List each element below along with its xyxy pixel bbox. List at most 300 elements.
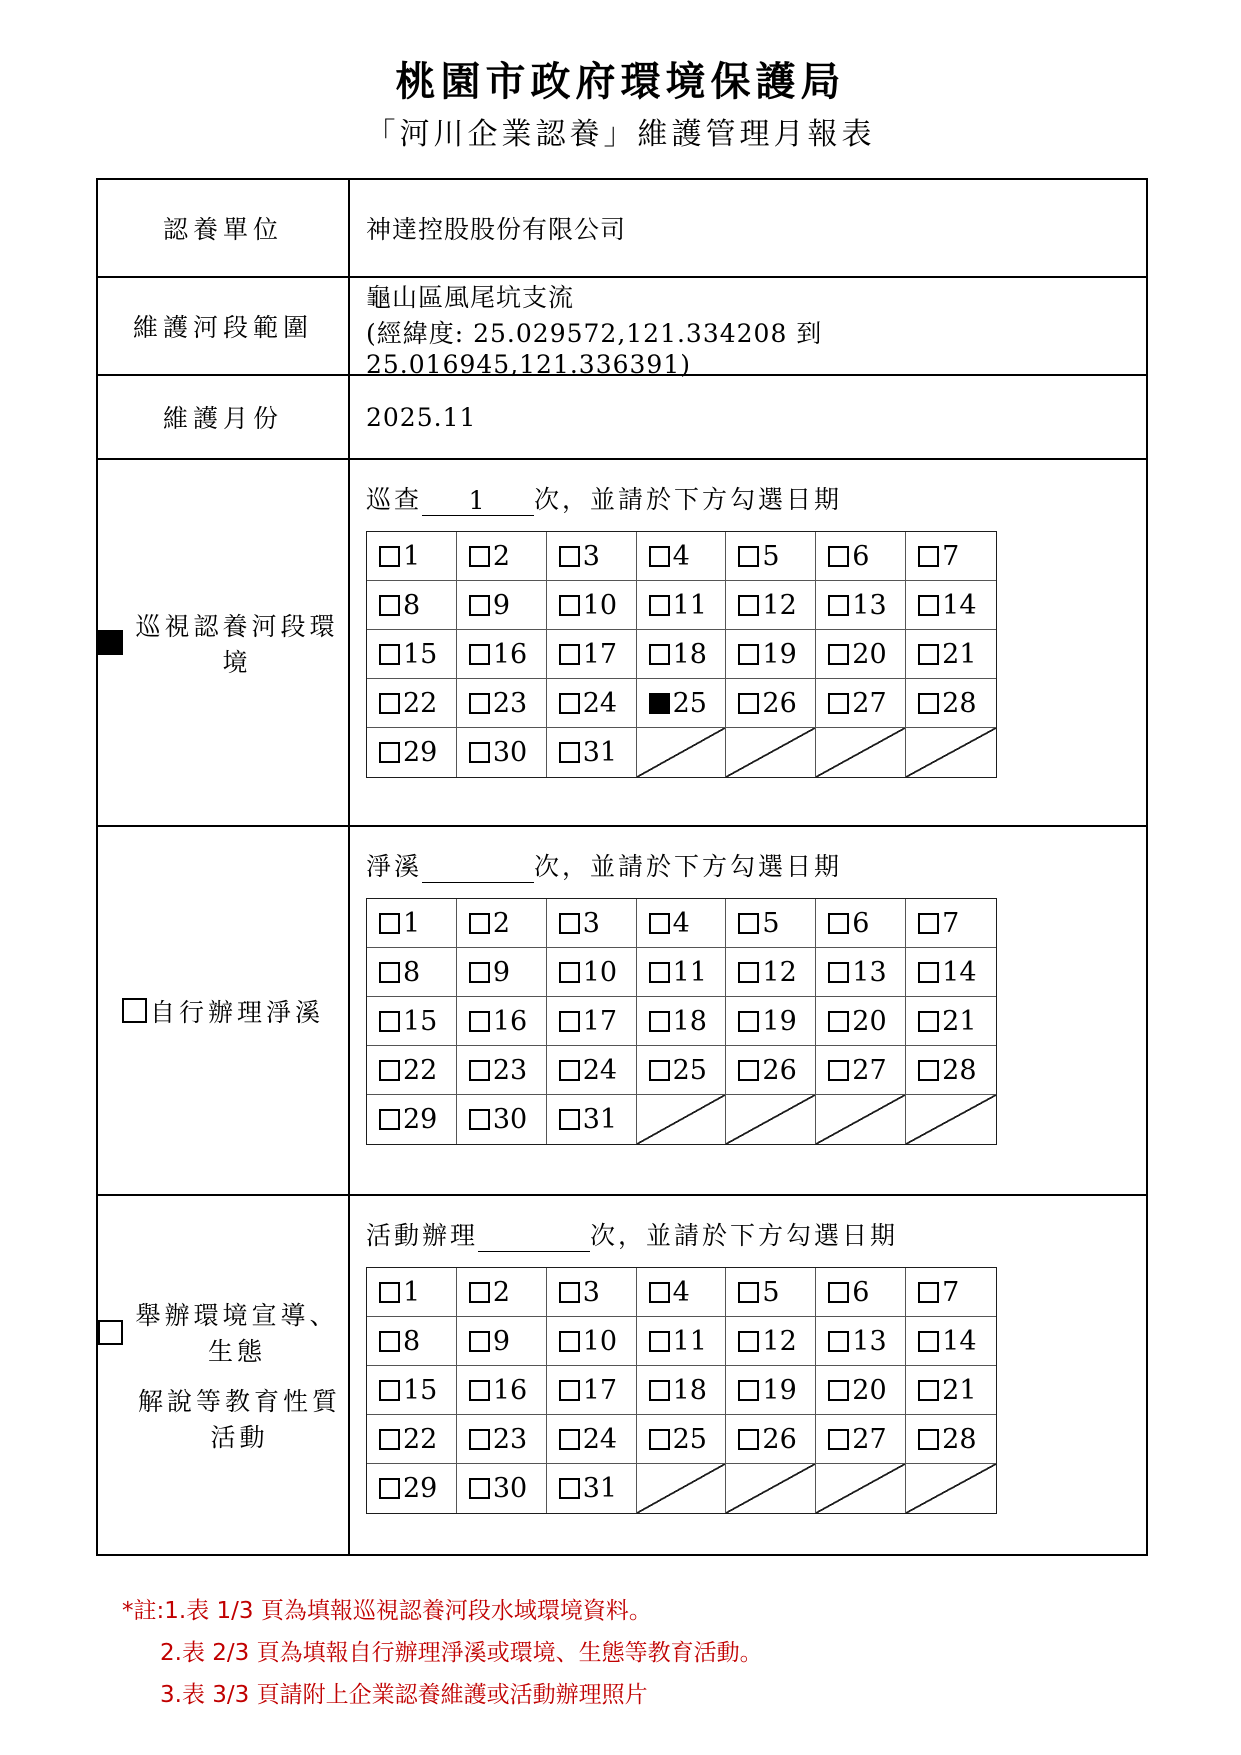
day-number: 2 <box>492 1276 511 1308</box>
day-cell <box>906 1268 996 1317</box>
day-number: 7 <box>942 907 960 939</box>
activity-day-4-checkbox[interactable] <box>649 1282 670 1303</box>
day-cell <box>457 1415 547 1464</box>
day-cell <box>816 1317 906 1366</box>
day-number: 10 <box>582 1325 618 1357</box>
day-cell <box>457 532 547 581</box>
day-number: 18 <box>672 1005 707 1037</box>
patrol-day-7-checkbox[interactable] <box>918 546 939 567</box>
day-cell <box>367 899 457 948</box>
day-number: 26 <box>762 687 797 719</box>
unused-day-cell <box>726 728 816 777</box>
day-cell <box>367 1317 457 1366</box>
day-cell <box>726 1046 816 1095</box>
day-number: 11 <box>672 956 707 988</box>
patrol-day-24-checkbox[interactable] <box>559 693 580 714</box>
activity-day-6-checkbox[interactable] <box>828 1282 849 1303</box>
day-number: 25 <box>672 1423 707 1455</box>
day-number: 6 <box>852 1276 870 1308</box>
day-cell <box>816 1268 906 1317</box>
day-number: 21 <box>942 1374 977 1406</box>
activity-day-29-checkbox[interactable] <box>379 1478 400 1499</box>
day-number: 21 <box>942 1005 977 1037</box>
activity-day-3-checkbox[interactable] <box>559 1282 580 1303</box>
day-cell <box>637 948 727 997</box>
day-number: 16 <box>492 1374 528 1406</box>
day-cell <box>547 899 637 948</box>
cleanup-day-27-checkbox[interactable] <box>828 1060 849 1081</box>
adopting-unit-value: 神達控股股份有限公司 <box>366 215 627 244</box>
activity-day-8-checkbox[interactable] <box>379 1331 400 1352</box>
cleanup-day-21-checkbox[interactable] <box>918 1011 939 1032</box>
patrol-day-6-checkbox[interactable] <box>828 546 849 567</box>
day-number: 14 <box>942 1325 977 1357</box>
day-number: 17 <box>582 1005 618 1037</box>
activity-day-1-checkbox[interactable] <box>379 1282 400 1303</box>
patrol-day-11-checkbox[interactable] <box>649 595 670 616</box>
info-row-adopting-unit <box>98 180 1146 278</box>
day-number: 19 <box>762 1005 797 1037</box>
section-label-line <box>98 1296 348 1368</box>
section-label-text: 巡視認養河段環境 <box>135 611 339 677</box>
unused-day-cell <box>816 1095 906 1144</box>
patrol-day-5-checkbox[interactable] <box>738 546 759 567</box>
day-cell <box>367 630 457 679</box>
cleanup-day-24-checkbox[interactable] <box>559 1060 580 1081</box>
day-cell <box>547 997 637 1046</box>
day-cell <box>726 532 816 581</box>
day-cell <box>637 1268 727 1317</box>
cleanup-day-12-checkbox[interactable] <box>738 962 759 983</box>
cleanup-day-6-checkbox[interactable] <box>828 913 849 934</box>
day-cell <box>726 1366 816 1415</box>
day-cell <box>816 948 906 997</box>
day-cell <box>637 899 727 948</box>
day-cell <box>637 679 727 728</box>
day-number: 4 <box>672 1276 690 1308</box>
form-table <box>96 178 1148 1556</box>
day-cell <box>906 679 996 728</box>
day-number: 29 <box>403 1473 438 1504</box>
patrol-day-3-checkbox[interactable] <box>559 546 580 567</box>
activity-day-2-checkbox[interactable] <box>469 1282 490 1303</box>
day-number: 28 <box>942 1054 977 1086</box>
day-number: 31 <box>582 737 618 768</box>
day-cell <box>457 1366 547 1415</box>
river-section-coordinates: (經緯度: 25.029572,121.334208 到 25.016945,121.336391) <box>366 319 823 379</box>
day-number: 22 <box>403 1423 438 1455</box>
day-number: 24 <box>582 1423 618 1455</box>
day-number: 8 <box>403 956 421 988</box>
activity-count-field[interactable] <box>478 1221 590 1252</box>
cleanup-day-4-checkbox[interactable] <box>649 913 670 934</box>
activity-day-10-checkbox[interactable] <box>559 1331 580 1352</box>
section-row-activity <box>98 1196 1146 1554</box>
day-cell <box>457 997 547 1046</box>
unused-day-cell <box>637 1464 727 1513</box>
day-number: 23 <box>492 687 528 719</box>
day-number: 26 <box>762 1423 797 1455</box>
unused-day-cell <box>726 1464 816 1513</box>
day-number: 24 <box>582 1054 618 1086</box>
day-number: 8 <box>403 589 421 621</box>
section-calendar-cell <box>350 460 1146 825</box>
patrol-day-17-checkbox[interactable] <box>559 644 580 665</box>
info-label-cell <box>98 180 350 276</box>
patrol-day-21-checkbox[interactable] <box>918 644 939 665</box>
day-cell <box>637 581 727 630</box>
patrol-day-4-checkbox[interactable] <box>649 546 670 567</box>
cleanup-day-31-checkbox[interactable] <box>559 1109 580 1130</box>
day-cell <box>547 1095 637 1144</box>
patrol-day-20-checkbox[interactable] <box>828 644 849 665</box>
activity-day-12-checkbox[interactable] <box>738 1331 759 1352</box>
day-number: 16 <box>492 638 528 670</box>
cleanup-day-9-checkbox[interactable] <box>469 962 490 983</box>
page-subtitle: 「河川企業認養」維護管理月報表 <box>365 117 876 152</box>
day-number: 23 <box>492 1423 528 1455</box>
day-number: 19 <box>762 1374 797 1406</box>
patrol-day-26-checkbox[interactable] <box>738 693 759 714</box>
cleanup-day-5-checkbox[interactable] <box>738 913 759 934</box>
day-number: 11 <box>672 1325 707 1357</box>
section-count-line <box>366 480 1146 516</box>
patrol-day-15-checkbox[interactable] <box>379 644 400 665</box>
activity-day-23-checkbox[interactable] <box>469 1429 490 1450</box>
activity-day-30-checkbox[interactable] <box>469 1478 490 1499</box>
river-section-name: 龜山區風尾坑支流 <box>366 283 575 312</box>
day-number: 30 <box>492 1104 528 1135</box>
cleanup-day-29-checkbox[interactable] <box>379 1109 400 1130</box>
day-number: 1 <box>403 907 421 939</box>
day-cell <box>457 899 547 948</box>
day-number: 26 <box>762 1054 797 1086</box>
patrol-day-12-checkbox[interactable] <box>738 595 759 616</box>
day-number: 17 <box>582 1374 618 1406</box>
activity-day-17-checkbox[interactable] <box>559 1380 580 1401</box>
day-cell <box>906 1366 996 1415</box>
day-cell <box>457 948 547 997</box>
activity-day-15-checkbox[interactable] <box>379 1380 400 1401</box>
day-cell <box>726 1268 816 1317</box>
info-value-cell <box>350 180 1146 276</box>
cleanup-day-10-checkbox[interactable] <box>559 962 580 983</box>
day-cell <box>457 1317 547 1366</box>
patrol-day-16-checkbox[interactable] <box>469 644 490 665</box>
day-number: 20 <box>852 1374 887 1406</box>
day-number: 9 <box>492 1325 511 1357</box>
day-number: 27 <box>852 1054 887 1086</box>
day-number: 13 <box>852 956 887 988</box>
section-row-patrol <box>98 460 1146 827</box>
cleanup-day-19-checkbox[interactable] <box>738 1011 759 1032</box>
day-cell <box>816 679 906 728</box>
day-cell <box>906 1415 996 1464</box>
section-label-text: 自行辦理淨溪 <box>149 997 324 1027</box>
cleanup-day-16-checkbox[interactable] <box>469 1011 490 1032</box>
activity-day-7-checkbox[interactable] <box>918 1282 939 1303</box>
activity-day-21-checkbox[interactable] <box>918 1380 939 1401</box>
day-cell <box>547 1046 637 1095</box>
activity-day-26-checkbox[interactable] <box>738 1429 759 1450</box>
patrol-day-14-checkbox[interactable] <box>918 595 939 616</box>
section-label-cell <box>98 460 350 825</box>
patrol-day-23-checkbox[interactable] <box>469 693 490 714</box>
patrol-day-31-checkbox[interactable] <box>559 742 580 763</box>
day-number: 27 <box>852 1423 887 1455</box>
activity-day-19-checkbox[interactable] <box>738 1380 759 1401</box>
cleanup-day-23-checkbox[interactable] <box>469 1060 490 1081</box>
patrol-day-28-checkbox[interactable] <box>918 693 939 714</box>
day-number: 31 <box>582 1104 618 1135</box>
cleanup-section-checkbox[interactable] <box>122 998 147 1023</box>
day-number: 28 <box>942 1423 977 1455</box>
day-cell <box>637 1046 727 1095</box>
day-cell <box>367 948 457 997</box>
activity-day-5-checkbox[interactable] <box>738 1282 759 1303</box>
day-number: 23 <box>492 1054 528 1086</box>
day-cell <box>816 1046 906 1095</box>
activity-calendar-grid <box>366 1267 997 1514</box>
day-number: 29 <box>403 1104 438 1135</box>
day-cell <box>906 997 996 1046</box>
day-cell <box>637 1366 727 1415</box>
day-number: 16 <box>492 1005 528 1037</box>
day-number: 7 <box>942 540 960 572</box>
cleanup-day-15-checkbox[interactable] <box>379 1011 400 1032</box>
cleanup-day-3-checkbox[interactable] <box>559 913 580 934</box>
activity-day-25-checkbox[interactable] <box>649 1429 670 1450</box>
day-cell <box>367 728 457 777</box>
day-number: 22 <box>403 1054 438 1086</box>
day-cell <box>726 948 816 997</box>
day-cell <box>367 679 457 728</box>
cleanup-day-30-checkbox[interactable] <box>469 1109 490 1130</box>
day-number: 28 <box>942 687 977 719</box>
count-suffix: 次，並請於下方勾選日期 <box>590 1221 899 1250</box>
info-value-cell <box>350 376 1146 458</box>
unused-day-cell <box>906 1464 996 1513</box>
day-number: 25 <box>672 687 707 719</box>
day-number: 3 <box>582 540 600 572</box>
patrol-day-10-checkbox[interactable] <box>559 595 580 616</box>
day-number: 18 <box>672 1374 707 1406</box>
day-cell <box>457 728 547 777</box>
day-number: 4 <box>672 907 690 939</box>
cleanup-day-26-checkbox[interactable] <box>738 1060 759 1081</box>
day-number: 30 <box>492 1473 528 1504</box>
day-cell <box>547 679 637 728</box>
count-prefix: 淨溪 <box>366 852 423 881</box>
activity-day-18-checkbox[interactable] <box>649 1380 670 1401</box>
day-cell <box>367 997 457 1046</box>
unused-day-cell <box>816 728 906 777</box>
day-number: 15 <box>403 1005 438 1037</box>
count-prefix: 巡查 <box>366 485 423 514</box>
maintenance-month-value: 2025.11 <box>366 402 477 432</box>
cleanup-day-20-checkbox[interactable] <box>828 1011 849 1032</box>
cleanup-day-18-checkbox[interactable] <box>649 1011 670 1032</box>
cleanup-count-field[interactable] <box>422 852 534 883</box>
count-value: 1 <box>468 486 488 515</box>
cleanup-day-1-checkbox[interactable] <box>379 913 400 934</box>
activity-day-20-checkbox[interactable] <box>828 1380 849 1401</box>
day-number: 30 <box>492 737 528 768</box>
page-title: 桃園市政府環境保護局 <box>395 58 846 105</box>
day-number: 14 <box>942 956 977 988</box>
day-cell <box>547 728 637 777</box>
note-line-1: *註:1.表 1/3 頁為填報巡視認養河段水域環境資料。 <box>122 1598 652 1624</box>
patrol-day-29-checkbox[interactable] <box>379 742 400 763</box>
activity-day-27-checkbox[interactable] <box>828 1429 849 1450</box>
day-cell <box>547 1366 637 1415</box>
day-cell <box>816 532 906 581</box>
day-number: 22 <box>403 687 438 719</box>
day-number: 12 <box>762 589 797 621</box>
activity-section-checkbox[interactable] <box>98 1320 123 1345</box>
day-number: 5 <box>762 1276 780 1308</box>
day-cell <box>816 997 906 1046</box>
day-cell <box>367 1366 457 1415</box>
footnotes <box>122 1590 1241 1716</box>
day-number: 19 <box>762 638 797 670</box>
count-prefix: 活動辦理 <box>366 1221 479 1250</box>
activity-day-11-checkbox[interactable] <box>649 1331 670 1352</box>
day-cell <box>457 1046 547 1095</box>
maintenance-month-label: 維護月份 <box>162 404 283 433</box>
day-number: 31 <box>582 1473 618 1504</box>
day-cell <box>637 532 727 581</box>
info-row-maintenance-month <box>98 376 1146 460</box>
day-number: 8 <box>403 1325 421 1357</box>
cleanup-day-11-checkbox[interactable] <box>649 962 670 983</box>
patrol-calendar-grid <box>366 531 997 778</box>
cleanup-day-17-checkbox[interactable] <box>559 1011 580 1032</box>
day-cell <box>816 630 906 679</box>
day-number: 6 <box>852 540 870 572</box>
info-label-cell <box>98 376 350 458</box>
day-number: 3 <box>582 907 600 939</box>
day-cell <box>367 1415 457 1464</box>
day-number: 12 <box>762 956 797 988</box>
section-label-text: 解說等教育性質活動 <box>137 1387 341 1452</box>
day-cell <box>816 1415 906 1464</box>
activity-day-31-checkbox[interactable] <box>559 1478 580 1499</box>
patrol-count-field[interactable] <box>422 485 534 516</box>
day-cell <box>367 1464 457 1513</box>
count-suffix: 次，並請於下方勾選日期 <box>534 485 843 514</box>
section-count-line <box>366 1216 1146 1252</box>
section-row-cleanup <box>98 827 1146 1196</box>
day-cell <box>726 1317 816 1366</box>
day-cell <box>547 581 637 630</box>
day-cell <box>457 679 547 728</box>
activity-day-24-checkbox[interactable] <box>559 1429 580 1450</box>
activity-day-28-checkbox[interactable] <box>918 1429 939 1450</box>
cleanup-day-2-checkbox[interactable] <box>469 913 490 934</box>
day-cell <box>906 899 996 948</box>
note-line-2: 2.表 2/3 頁為填報自行辦理淨溪或環境、生態等教育活動。 <box>160 1640 763 1666</box>
day-cell <box>367 1268 457 1317</box>
cleanup-day-25-checkbox[interactable] <box>649 1060 670 1081</box>
day-cell <box>367 1046 457 1095</box>
cleanup-day-22-checkbox[interactable] <box>379 1060 400 1081</box>
patrol-day-18-checkbox[interactable] <box>649 644 670 665</box>
day-cell <box>906 532 996 581</box>
activity-day-14-checkbox[interactable] <box>918 1331 939 1352</box>
day-cell <box>547 1317 637 1366</box>
day-cell <box>637 997 727 1046</box>
day-number: 29 <box>403 737 438 768</box>
day-number: 7 <box>942 1276 960 1308</box>
day-number: 9 <box>492 589 511 621</box>
info-label-cell <box>98 278 350 374</box>
day-number: 21 <box>942 638 977 670</box>
patrol-day-30-checkbox[interactable] <box>469 742 490 763</box>
section-label-line <box>122 993 324 1029</box>
patrol-section-checkbox[interactable] <box>98 630 123 655</box>
patrol-day-2-checkbox[interactable] <box>469 546 490 567</box>
day-cell <box>726 679 816 728</box>
activity-day-22-checkbox[interactable] <box>379 1429 400 1450</box>
day-cell <box>637 630 727 679</box>
day-cell <box>457 1464 547 1513</box>
patrol-day-1-checkbox[interactable] <box>379 546 400 567</box>
cleanup-day-7-checkbox[interactable] <box>918 913 939 934</box>
patrol-day-13-checkbox[interactable] <box>828 595 849 616</box>
day-cell <box>367 581 457 630</box>
cleanup-day-8-checkbox[interactable] <box>379 962 400 983</box>
day-cell <box>547 1415 637 1464</box>
day-cell <box>547 948 637 997</box>
day-number: 11 <box>672 589 707 621</box>
cleanup-day-28-checkbox[interactable] <box>918 1060 939 1081</box>
activity-day-16-checkbox[interactable] <box>469 1380 490 1401</box>
day-cell <box>816 1366 906 1415</box>
day-cell <box>457 1268 547 1317</box>
day-number: 1 <box>403 540 421 572</box>
day-number: 15 <box>403 638 438 670</box>
day-cell <box>547 1268 637 1317</box>
river-section-label: 維護河段範圍 <box>132 313 313 342</box>
unused-day-cell <box>637 728 727 777</box>
day-number: 14 <box>942 589 977 621</box>
patrol-day-8-checkbox[interactable] <box>379 595 400 616</box>
patrol-day-19-checkbox[interactable] <box>738 644 759 665</box>
patrol-day-27-checkbox[interactable] <box>828 693 849 714</box>
unused-day-cell <box>906 728 996 777</box>
adopting-unit-label: 認養單位 <box>162 215 283 244</box>
day-cell <box>726 630 816 679</box>
day-number: 5 <box>762 907 780 939</box>
cleanup-calendar-grid <box>366 898 997 1145</box>
day-number: 17 <box>582 638 618 670</box>
patrol-day-9-checkbox[interactable] <box>469 595 490 616</box>
cleanup-day-13-checkbox[interactable] <box>828 962 849 983</box>
cleanup-day-14-checkbox[interactable] <box>918 962 939 983</box>
day-number: 9 <box>492 956 511 988</box>
activity-day-13-checkbox[interactable] <box>828 1331 849 1352</box>
day-cell <box>457 630 547 679</box>
unused-day-cell <box>637 1095 727 1144</box>
patrol-day-22-checkbox[interactable] <box>379 693 400 714</box>
unused-day-cell <box>726 1095 816 1144</box>
activity-day-9-checkbox[interactable] <box>469 1331 490 1352</box>
day-cell <box>547 532 637 581</box>
section-label-text: 舉辦環境宣導、生態 <box>135 1301 339 1366</box>
day-cell <box>906 1317 996 1366</box>
patrol-day-25-checkbox[interactable] <box>649 693 670 714</box>
